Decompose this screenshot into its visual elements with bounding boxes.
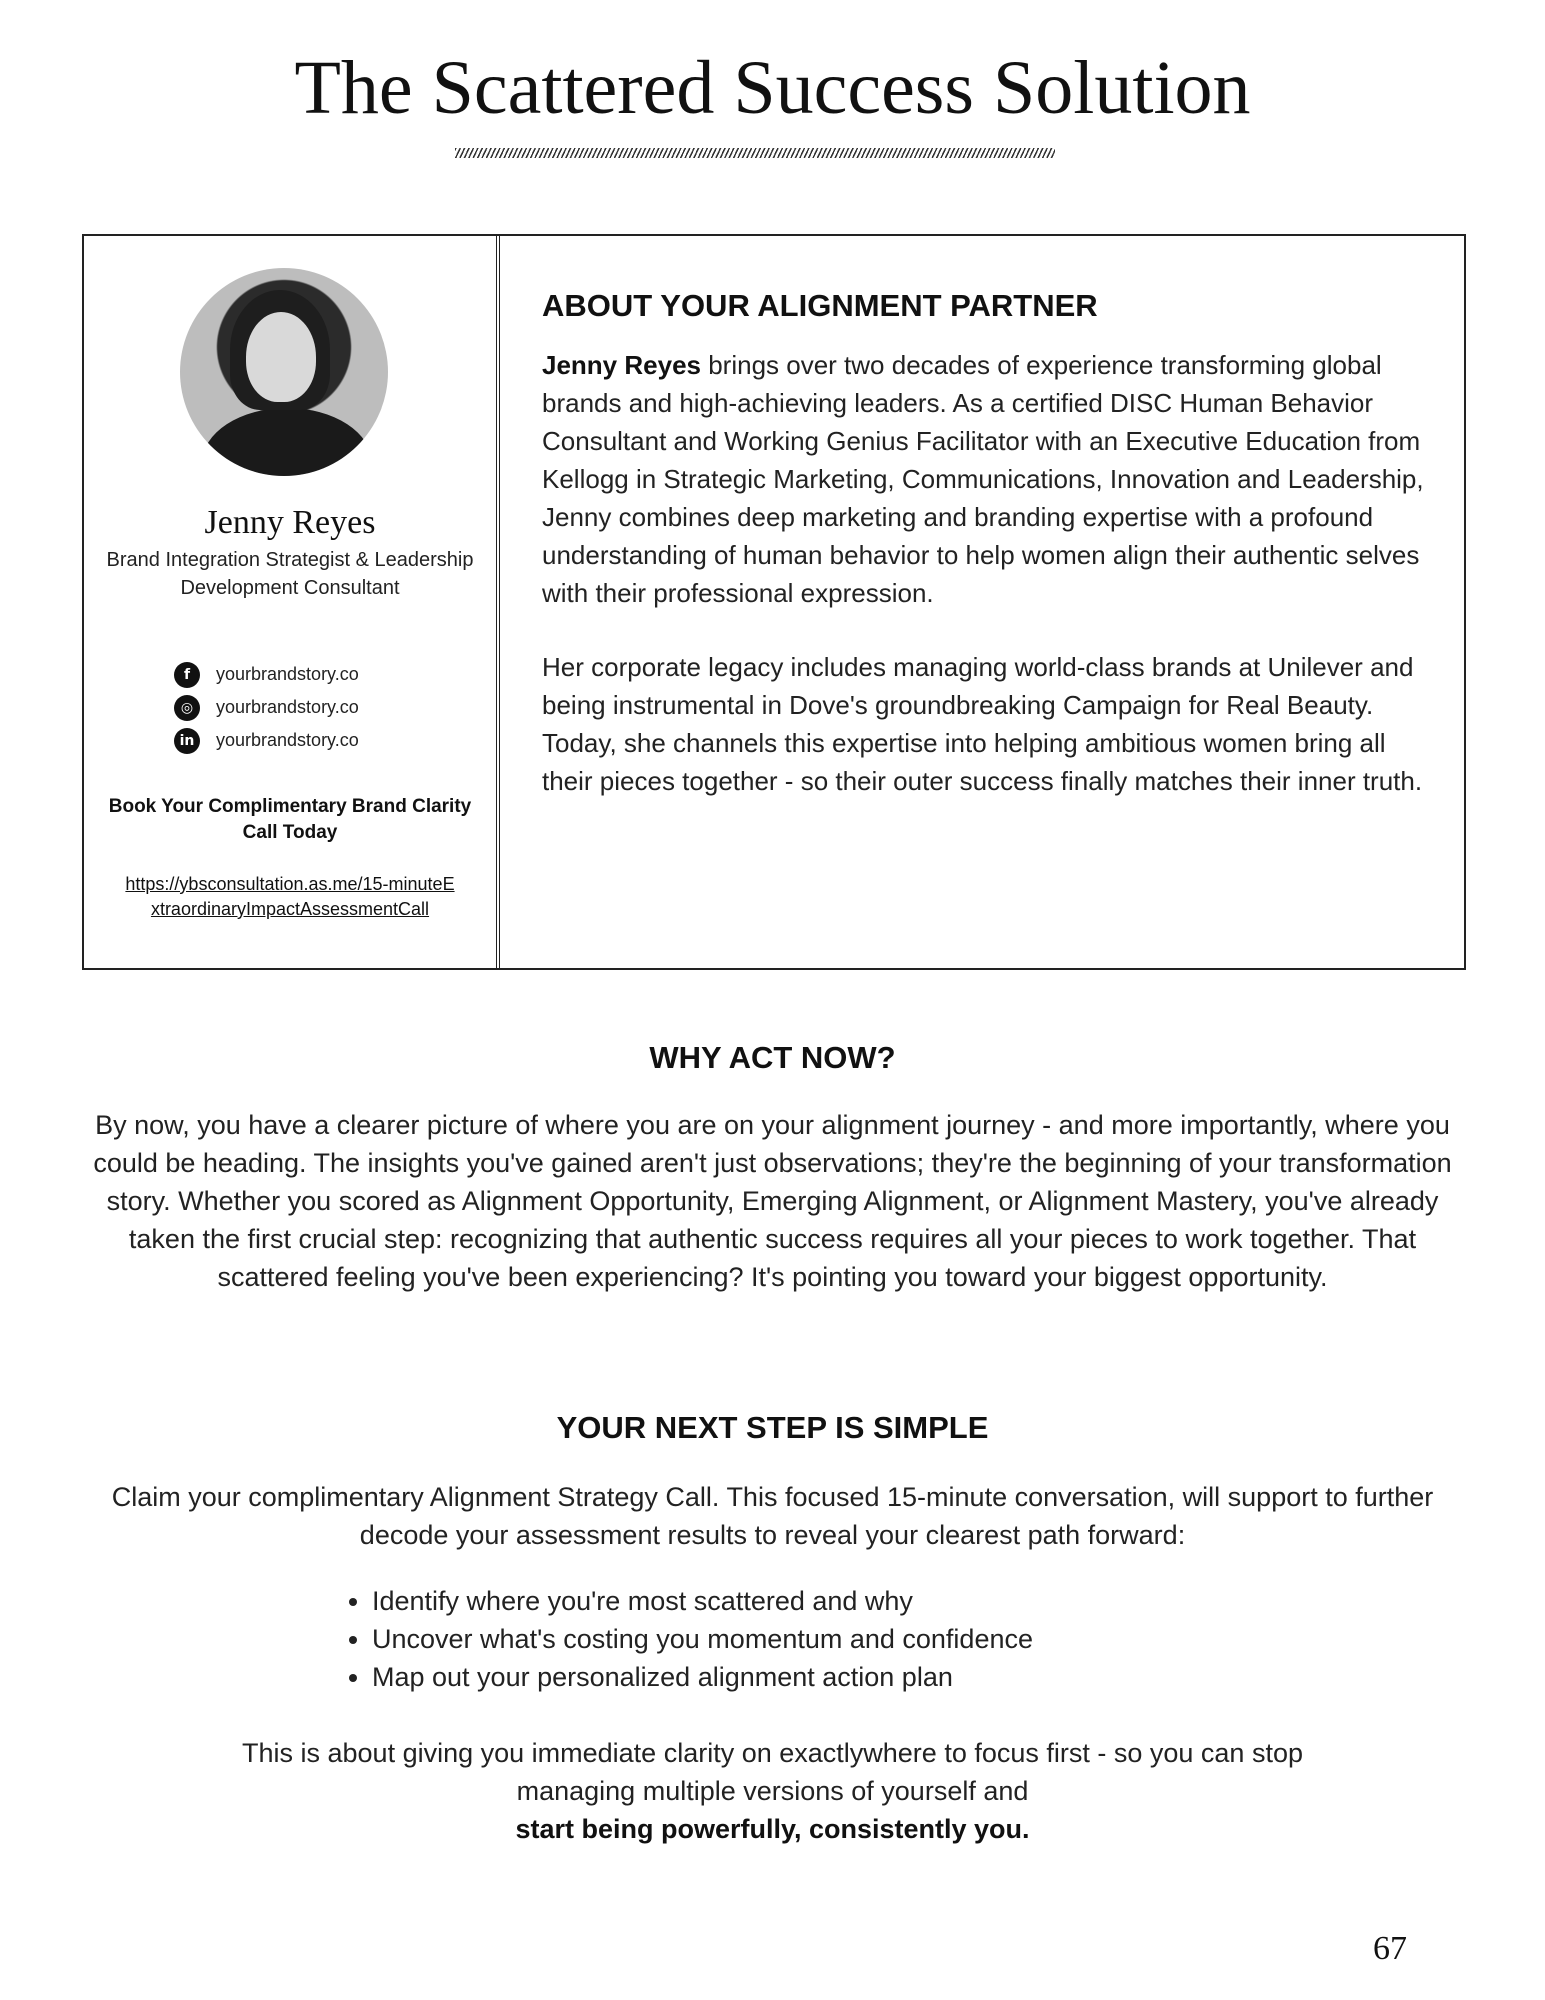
avatar xyxy=(180,268,388,476)
closing-text xyxy=(200,1734,1345,1848)
booking-link[interactable]: https://ybsconsultation.as.me/15-minuteExtraordinaryImpactAssessmentCall xyxy=(125,874,455,919)
partner-card xyxy=(82,234,1466,970)
social-link-text: yourbrandstory.co xyxy=(216,730,359,750)
about-name: Jenny Reyes xyxy=(542,350,701,380)
social-link-instagram[interactable] xyxy=(174,691,474,724)
about-paragraph xyxy=(542,346,1442,612)
linkedin-icon: in xyxy=(174,728,200,754)
next-step-bullets xyxy=(340,1582,1033,1696)
about-column xyxy=(500,236,1466,968)
about-heading: ABOUT YOUR ALIGNMENT PARTNER xyxy=(542,288,1098,323)
next-step-text: Claim your complimentary Alignment Strategy Call. This focused 15-minute conversation, will support to further decode your assessment results to reveal your clearest path forward: xyxy=(111,1482,1434,1550)
why-act-heading: WHY ACT NOW? xyxy=(649,1040,896,1075)
closing-line: This is about giving you immediate clarity on exactlywhere to focus first - so you can stop managing multiple versions of yourself and xyxy=(242,1738,1303,1806)
list-item: • Map out your personalized alignment action plan xyxy=(372,1658,1033,1696)
profile-column xyxy=(84,236,496,968)
list-item: • Uncover what's costing you momentum and confidence xyxy=(372,1620,1033,1658)
facebook-icon: f xyxy=(174,662,200,688)
social-links xyxy=(174,658,474,757)
next-step-heading: YOUR NEXT STEP IS SIMPLE xyxy=(556,1410,989,1445)
social-link-linkedin[interactable] xyxy=(174,724,474,757)
closing-emphasis: start being powerfully, consistently you. xyxy=(515,1814,1030,1844)
instagram-icon: ◎ xyxy=(174,695,200,721)
about-paragraph: Her corporate legacy includes managing world-class brands at Unilever and being instrumental in Dove's groundbreaking Campaign for Real Beauty. Today, she channels this expertise into helping ambitious women bring all their pieces together - so their outer success finally matches their inner truth. xyxy=(542,652,1423,796)
why-act-text: By now, you have a clearer picture of where you are on your alignment journey - and more importantly, where you could be heading. The insights you've gained aren't just observations; they're the beginning of your transformation story. Whether you scored as Alignment Opportunity, Emerging Alignment, or Alignment Mastery, you've already taken the first crucial step: recognizing that authentic success requires all your pieces to work together. That scattered feeling you've been experiencing? It's pointing you toward your biggest opportunity. xyxy=(93,1110,1452,1292)
profile-role: Brand Integration Strategist & Leadership Development Consultant xyxy=(106,549,474,599)
profile-name: Jenny Reyes xyxy=(204,504,376,541)
about-body xyxy=(542,346,1442,836)
book-call-cta: Book Your Complimentary Brand Clarity Call Today xyxy=(108,796,472,843)
page-number: 67 xyxy=(1373,1930,1407,1967)
list-item: • Identify where you're most scattered and why xyxy=(372,1582,1033,1620)
social-link-text: yourbrandstory.co xyxy=(216,697,359,717)
social-link-facebook[interactable] xyxy=(174,658,474,691)
page-title: The Scattered Success Solution xyxy=(294,46,1251,130)
about-paragraph-text: brings over two decades of experience transforming global brands and high-achieving leaders. As a certified DISC Human Behavior Consultant and Working Genius Facilitator with an Executive Education from Kellogg in Strategic Marketing, Communications, Innovation and Leadership, Jenny combines deep marketing and branding expertise with a profound understanding of human behavior to help women align their authentic selves with their professional expression. xyxy=(542,350,1424,608)
social-link-text: yourbrandstory.co xyxy=(216,664,359,684)
title-divider xyxy=(455,148,1055,158)
